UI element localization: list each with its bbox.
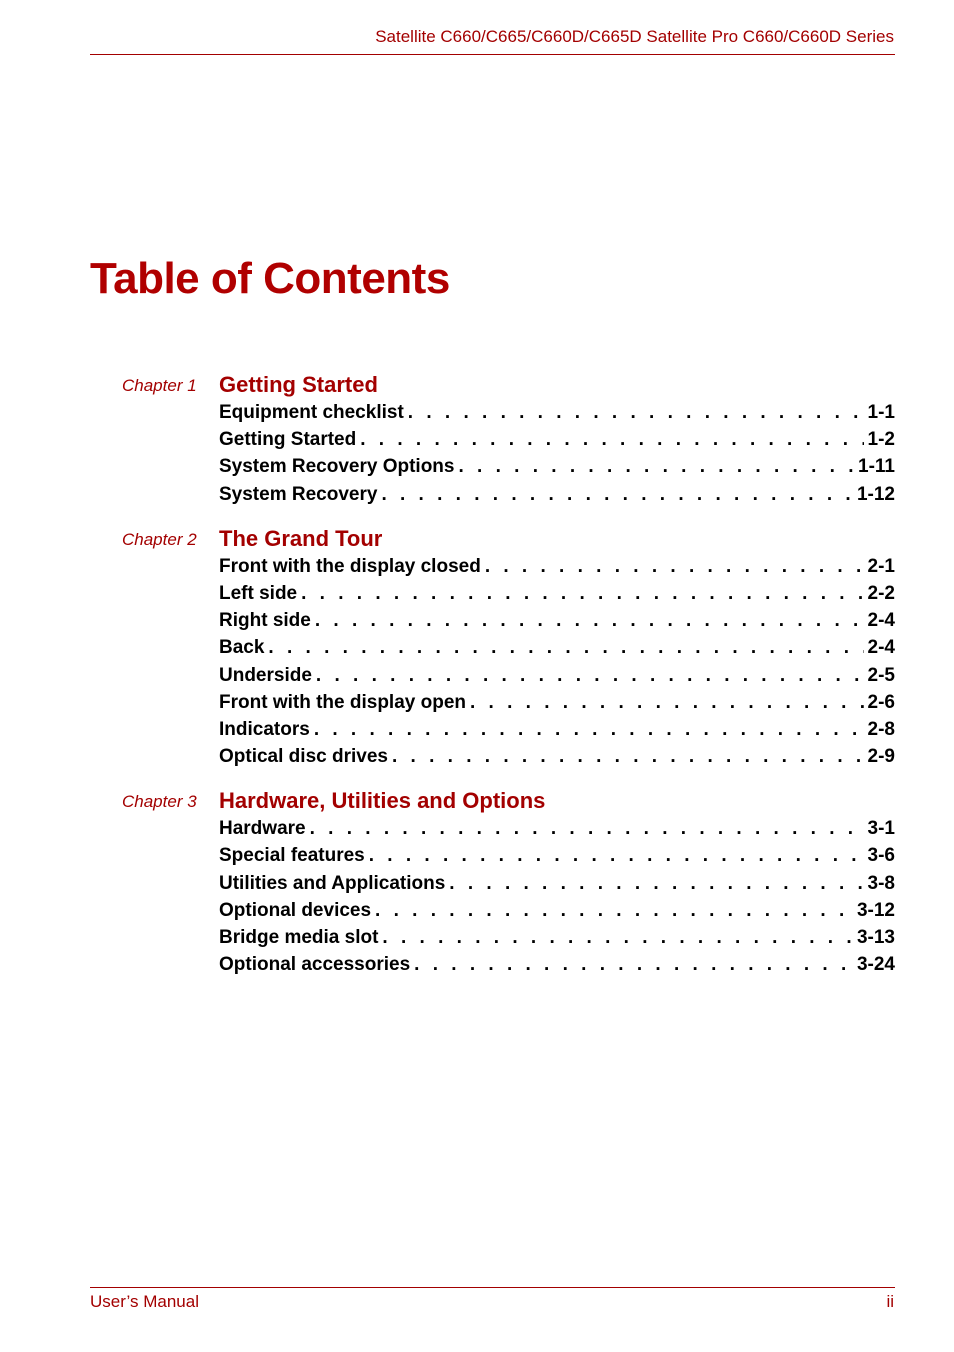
toc-entry-label: Front with the display open <box>219 691 466 713</box>
toc-entry-page: 1-11 <box>858 456 895 478</box>
dot-leader <box>382 924 853 951</box>
toc-entry[interactable] <box>219 743 895 770</box>
dot-leader <box>310 815 864 842</box>
toc-entry-label: Utilities and Applications <box>219 872 446 894</box>
dot-leader <box>268 634 863 661</box>
toc-entry-label: Right side <box>219 610 311 632</box>
footer-divider <box>90 1287 895 1288</box>
toc-entry[interactable] <box>219 580 895 607</box>
dot-leader <box>381 481 853 508</box>
chapter-label: Chapter 3 <box>122 792 197 812</box>
dot-leader <box>301 580 863 607</box>
toc-entry-page: 1-2 <box>867 429 895 451</box>
toc-entry-page: 2-4 <box>867 637 895 659</box>
toc-entry-label: Optical disc drives <box>219 746 388 768</box>
toc-entry-label: System Recovery <box>219 483 378 505</box>
toc-entry-label: Equipment checklist <box>219 402 404 423</box>
toc-entry-page: 2-1 <box>867 555 895 577</box>
toc-entry-page: 2-2 <box>867 582 895 604</box>
dot-leader <box>369 842 864 869</box>
toc-entry[interactable] <box>219 634 895 661</box>
toc-entry-label: Front with the display closed <box>219 555 481 577</box>
dot-leader <box>316 662 864 689</box>
toc-entry-page: 2-5 <box>867 664 895 686</box>
toc-entry[interactable] <box>219 924 895 951</box>
toc-entry[interactable] <box>219 815 895 842</box>
toc-entry-page: 2-9 <box>867 746 895 768</box>
toc-entry[interactable] <box>219 716 895 743</box>
chapter-3-section <box>0 786 954 978</box>
chapter-title-link[interactable]: Getting Started <box>219 372 378 397</box>
toc-entry[interactable] <box>219 897 895 924</box>
toc-entry-label: Getting Started <box>219 429 357 451</box>
toc-entry-label: System Recovery Options <box>219 456 455 478</box>
toc-entry[interactable] <box>219 842 895 869</box>
toc-entry-page: 2-4 <box>867 610 895 632</box>
toc-entry-page: 3-24 <box>856 954 895 976</box>
toc-entry[interactable] <box>219 481 895 508</box>
toc-entry[interactable] <box>219 662 895 689</box>
chapter-label: Chapter 2 <box>122 529 197 549</box>
toc-entry[interactable] <box>219 553 895 580</box>
page-number: ii <box>886 1292 894 1311</box>
toc-entry[interactable] <box>219 689 895 716</box>
toc-entry-label: Bridge media slot <box>219 927 379 948</box>
toc-entry-label: Left side <box>219 582 298 604</box>
dot-leader <box>375 897 853 924</box>
toc-entry-page: 3-12 <box>856 899 895 921</box>
toc-entry[interactable] <box>219 399 895 426</box>
dot-leader <box>314 716 864 743</box>
toc-entry-label: Optional devices <box>219 899 372 921</box>
toc-entry-label: Special features <box>219 845 365 867</box>
table-of-contents <box>0 370 954 994</box>
dot-leader <box>315 607 864 634</box>
footer-manual-title: User’s Manual <box>90 1292 199 1311</box>
toc-entry-page: 1-12 <box>856 483 895 505</box>
toc-entry-page: 2-6 <box>867 691 895 713</box>
dot-leader <box>470 689 864 716</box>
toc-entry-label: Indicators <box>219 718 310 740</box>
chapter-title-link[interactable]: Hardware, Utilities and Options <box>219 788 546 814</box>
chapter-1-section <box>0 370 954 508</box>
toc-entry-label: Optional accessories <box>219 954 411 976</box>
dot-leader <box>449 870 863 897</box>
chapter-title-link[interactable]: The Grand Tour <box>219 525 383 551</box>
dot-leader <box>414 951 853 978</box>
dot-leader <box>392 743 864 770</box>
toc-entry[interactable] <box>219 951 895 978</box>
toc-entry-page: 3-1 <box>867 818 895 840</box>
toc-entry-page: 3-13 <box>856 927 895 948</box>
toc-entry-label: Back <box>219 637 265 659</box>
toc-entry-page: 3-6 <box>867 845 895 867</box>
dot-leader <box>360 426 863 453</box>
toc-entry-page: 1-1 <box>867 402 895 423</box>
toc-entry[interactable] <box>219 453 895 480</box>
toc-entry[interactable] <box>219 607 895 634</box>
running-header: Satellite C660/C665/C660D/C665D Satellite Pro C660/C660D Series <box>375 27 894 46</box>
toc-entry-page: 2-8 <box>867 718 895 740</box>
page-title: Table of Contents <box>90 254 450 303</box>
dot-leader <box>408 399 864 426</box>
toc-entry-page: 3-8 <box>867 872 895 894</box>
toc-entry[interactable] <box>219 870 895 897</box>
chapter-label: Chapter 1 <box>122 376 197 395</box>
toc-entry[interactable] <box>219 426 895 453</box>
header-divider <box>90 54 895 55</box>
toc-entry-label: Underside <box>219 664 312 686</box>
toc-entry-label: Hardware <box>219 818 306 840</box>
dot-leader <box>458 453 854 480</box>
dot-leader <box>485 553 864 580</box>
chapter-2-section <box>0 524 954 771</box>
